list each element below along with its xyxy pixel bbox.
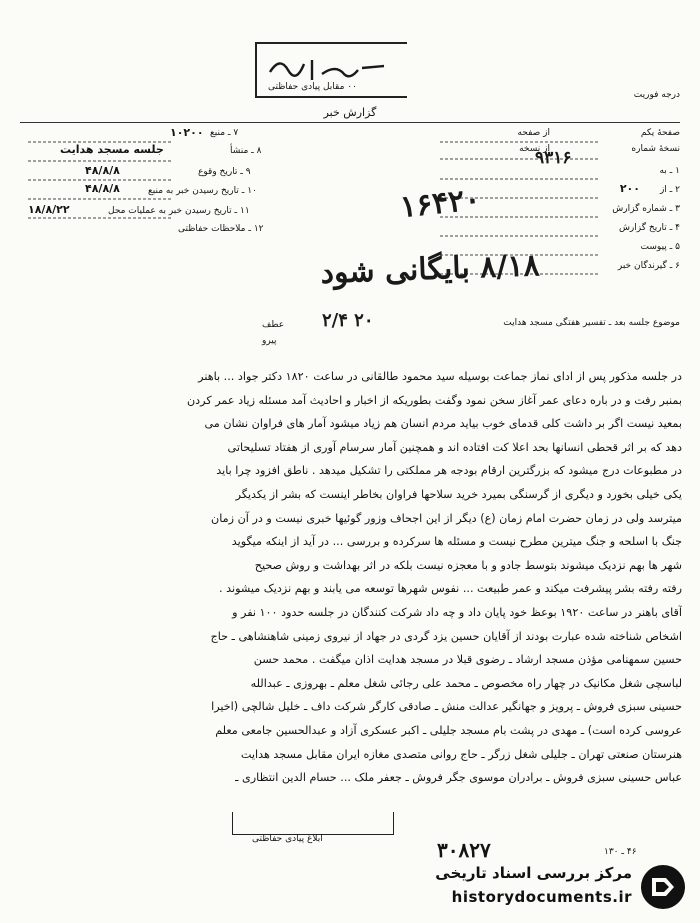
footer-stamp-box bbox=[232, 812, 394, 835]
body-line: عباس حسینی سبزی فروش ـ برادران موسوی جگر فروش ـ جعفر ملک ... حسام الدین انتظاری ـ bbox=[235, 771, 682, 785]
body-line: عروسی کرده است) ـ مهدی در پشت بام مسجد جلیلی ـ اکبر عسکری آزاد و عبدالحسین جامعی معلم bbox=[215, 723, 682, 737]
priority-label: درجه فوریت bbox=[633, 90, 680, 100]
watermark-url: historydocuments.ir bbox=[451, 888, 632, 906]
body-line: رفته رفته بشر پیشرفت میکند و عمر طبیعت ... نفوس شهرها توسعه می یابند و بهم نزدیک میشوند . bbox=[219, 582, 682, 596]
handwritten-instruction: ۸/۱۸ بایگانی شود bbox=[319, 248, 541, 291]
field-report-number-label: ۳ ـ شماره گزارش bbox=[612, 204, 680, 214]
field-security-notes-label: ۱۲ ـ ملاحظات حفاظتی bbox=[178, 224, 264, 234]
report-title: گزارش خبر bbox=[323, 106, 377, 119]
watermark-title: مرکز بررسی اسناد تاریخی bbox=[435, 864, 632, 882]
report-body bbox=[20, 365, 682, 790]
field-recipients-label: ۶ ـ گیرندگان خبر bbox=[617, 261, 680, 271]
body-line: آقای باهنر در ساعت ۱۹۲۰ بوعظ خود پایان داد و چه داد شرکت کنندگان در جلسه حدود ۱۰۰ نفر و bbox=[232, 605, 682, 619]
field-ops-receipt-value: ۱۸/۸/۲۲ bbox=[28, 203, 70, 216]
handwritten-footer-number: ۳۰۸۲۷ bbox=[437, 838, 491, 862]
reference-note: عطف bbox=[262, 320, 285, 330]
field-ops-receipt-label: ۱۱ ـ تاریخ رسیدن خبر به عملیات محل bbox=[108, 206, 250, 216]
field-to-label: ۱ ـ به bbox=[659, 166, 680, 176]
field-source-value: ۱۰۲۰۰ bbox=[170, 126, 204, 139]
body-line: لباسچی شغل مکانیک در چهار راه مخصوص ـ محمد علی رجائی شغل معلم ـ بهروزی ـ عبدالله bbox=[250, 676, 682, 690]
body-line: حسینی سبزی فروش ـ پرویز و جهانگیر عدالت منش ـ صادقی کارگر شرکت داف ـ خلیل شالچی (اخیرا bbox=[211, 700, 682, 714]
field-origin-value: جلسه مسجد هدایت bbox=[60, 143, 164, 156]
header-divider bbox=[20, 122, 680, 123]
followup-note: پیرو bbox=[262, 336, 277, 346]
archive-logo-icon bbox=[638, 862, 688, 912]
field-report-date-label: ۴ ـ تاریخ گزارش bbox=[618, 223, 680, 233]
body-line: بمعید نیست اگر بر داشت کلی قدمای خوب بیاید مردم انسان هم زیاد میشود آمار های فراوان نشان می bbox=[204, 417, 682, 431]
left-field-lines bbox=[28, 132, 178, 232]
stamp-scribble bbox=[262, 50, 397, 84]
archive-watermark bbox=[408, 856, 690, 916]
field-page-label: صفحهٔ یکم bbox=[640, 128, 680, 138]
field-source-receipt-value: ۴۸/۸/۸ bbox=[85, 182, 120, 195]
body-line: شهر ها بهم نزدیک میشوند بتوسط جادو و با معجزه نیست بلکه در اثر بهداشت و روش صحیح bbox=[254, 558, 682, 572]
field-origin-label: ۸ ـ منشأ bbox=[230, 146, 262, 156]
body-line: یکی خیلی بخورد و دیگری از گرسنگی بمیرد خرید سلاحها فراوان بخاطر اینست که بشر از یکدیگر bbox=[235, 487, 682, 501]
body-line: میترسد ولی در زمان حضرت امام زمان (ع) دیگر از این اجحاف وزور گوئیها خبری نیست و در آن زمان bbox=[211, 511, 682, 525]
field-copy-label: نسخهٔ شماره bbox=[631, 144, 680, 154]
handwritten-topic-code: ۲/۴ ۲۰ bbox=[322, 310, 374, 331]
field-source-label: ۷ ـ منبع bbox=[210, 128, 239, 138]
field-occurrence-date-value: ۴۸/۸/۸ bbox=[85, 164, 120, 177]
subject-text: جلسه بعد ـ تفسیر هفتگی مسجد هدایت bbox=[503, 318, 650, 328]
handwritten-top-mark: ۱۶۴۲۰ bbox=[398, 181, 483, 226]
body-line: بمنبر رفت و در باره دعای عمر آغاز سخن نمود وگفت بطوریکه از اخبار و احادیث آمد مسئله زیاد عمر کردن bbox=[186, 393, 682, 407]
footer-stamp-label: ابلاغ پیادی حفاظتی bbox=[252, 834, 323, 844]
body-line: جنگ با اسلحه و جنگ میترین مطرح نیست و مسئله ها سرکرده و بررسی ... در آید از اینکه میگوید bbox=[231, 535, 682, 549]
field-source-receipt-label: ۱۰ ـ تاریخ رسیدن خبر به منبع bbox=[148, 186, 257, 196]
field-page-value: از صفحه bbox=[517, 128, 550, 138]
body-line: اشخاص شناخته شده عبارت بودند از آقایان حسین یزد گردی در جهاد از نیروی زمینی شاهنشاهی ـ حاج bbox=[210, 629, 682, 643]
body-line: دهد که بر اثر قحطی انسانها بحد اعلا کت افتاده اند و همچنین آمار سرسام آوری از هفتاد تسلیحاتی bbox=[227, 440, 682, 454]
field-from-label: ۲ ـ از bbox=[659, 185, 680, 195]
body-line: در جلسه مذکور پس از ادای نماز جماعت بوسیله سید محمود طالقانی در ساعت ۱۸۲۰ دکتر جواد ... باهنر bbox=[198, 370, 682, 383]
body-line: حسین سمهنامی مؤذن مسجد ارشاد ـ رضوی قبلا در مسجد هدایت اذان میگفت . محمد حسن bbox=[253, 653, 682, 667]
body-line: هنرستان صنعتی تهران ـ جلیلی شغل زرگر ـ حاج روانی متصدی مغازه ایران مقابل مسجد هدایت bbox=[240, 747, 682, 761]
handwritten-ref-number: ۹۳۱۶ bbox=[535, 148, 572, 168]
field-occurrence-date-label: ۹ ـ تاریخ وقوع bbox=[198, 167, 251, 177]
stamp-label: ۰۰ مقابل پیادی حفاظتی bbox=[268, 82, 357, 92]
document-code: ۴۶ ـ ۱۳۰ bbox=[604, 847, 637, 857]
subject-label: موضوع bbox=[652, 318, 680, 328]
body-line: در مطبوعات درج میشود که بزرگترین ارقام بودجه هر مملکتی را تشکیل میدهد . ناطق افزود چرا باید bbox=[216, 464, 682, 478]
subject-line bbox=[20, 318, 680, 328]
field-from-value: ۲۰۰ bbox=[619, 182, 640, 195]
field-copy-value: از نسخه bbox=[519, 144, 550, 154]
field-attachment-label: ۵ ـ پیوست bbox=[640, 242, 680, 252]
